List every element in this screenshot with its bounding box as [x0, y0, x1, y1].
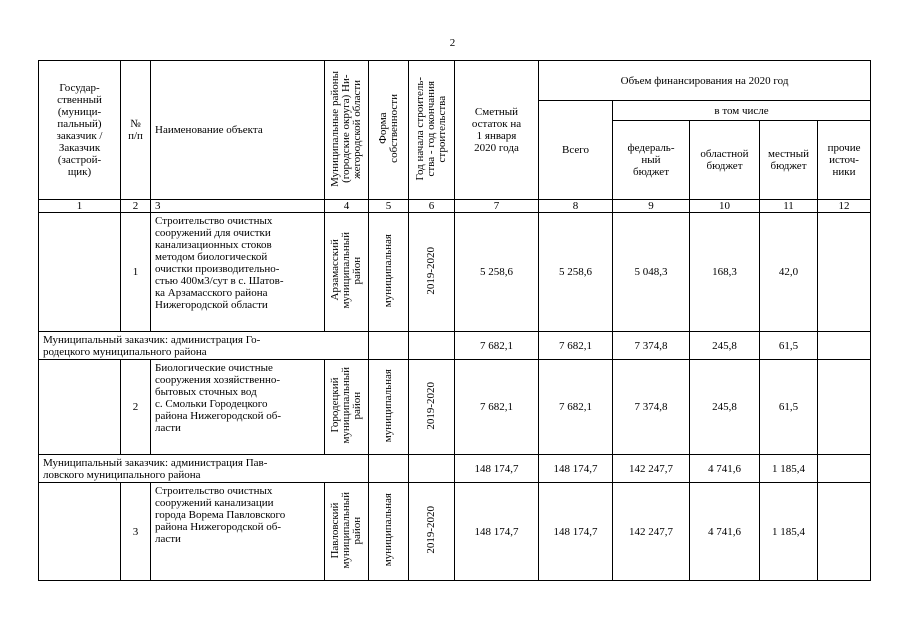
row-no: 3 — [121, 483, 151, 581]
ownership-cell — [369, 483, 409, 581]
customer-row — [39, 455, 871, 483]
federal-value: 7 374,8 — [613, 360, 690, 455]
table-row — [39, 483, 871, 581]
other-value — [818, 483, 871, 581]
header-federal: федераль- ный бюджет — [613, 121, 690, 200]
object-name: Биологические очистные сооружения хозяйственно- бытовых сточных вод с. Смольки Городецкого района Нижегородской об- ласти — [151, 360, 325, 455]
empty-cell — [369, 332, 409, 360]
customer-row — [39, 332, 871, 360]
balance-value: 148 174,7 — [455, 455, 539, 483]
column-number: 7 — [455, 200, 539, 213]
regional-value: 245,8 — [690, 360, 760, 455]
balance-value: 5 258,6 — [455, 213, 539, 332]
federal-value: 7 374,8 — [613, 332, 690, 360]
header-districts: Муниципальные районы (городские округа) Ни- жегородской области — [329, 70, 363, 187]
table-row — [39, 360, 871, 455]
local-value: 1 185,4 — [760, 455, 818, 483]
district-cell — [325, 360, 369, 455]
page-number: 2 — [449, 37, 456, 49]
financing-table — [38, 60, 871, 581]
ownership-value: муниципальная — [382, 493, 394, 567]
district-name: Арзамасский муниципальный район — [329, 232, 363, 309]
customer-cell-empty — [39, 360, 121, 455]
column-number: 3 — [151, 200, 325, 213]
column-number: 4 — [325, 200, 369, 213]
district-cell — [325, 483, 369, 581]
federal-value: 5 048,3 — [613, 213, 690, 332]
total-value: 7 682,1 — [539, 360, 613, 455]
ownership-cell — [369, 213, 409, 332]
header-years: Год начала строитель- ства - год окончания строительства — [414, 76, 448, 181]
regional-value: 168,3 — [690, 213, 760, 332]
table-row — [39, 213, 871, 332]
row-no: 1 — [121, 213, 151, 332]
ownership-value: муниципальная — [382, 233, 394, 308]
regional-value: 4 741,6 — [690, 455, 760, 483]
column-number: 2 — [121, 200, 151, 213]
column-number: 5 — [369, 200, 409, 213]
header-ownership-cell — [369, 61, 409, 200]
column-number-row — [39, 200, 871, 213]
years-cell — [409, 213, 455, 332]
customer-cell-empty — [39, 483, 121, 581]
balance-value: 7 682,1 — [455, 332, 539, 360]
other-value — [818, 360, 871, 455]
header-object-name: Наименование объекта — [151, 61, 325, 200]
years-cell — [409, 360, 455, 455]
total-value: 148 174,7 — [539, 483, 613, 581]
header-years-cell — [409, 61, 455, 200]
regional-value: 4 741,6 — [690, 483, 760, 581]
ownership-cell — [369, 360, 409, 455]
header-total: Всего — [539, 101, 613, 200]
empty-cell — [409, 455, 455, 483]
total-value: 148 174,7 — [539, 455, 613, 483]
column-number: 11 — [760, 200, 818, 213]
header-regional: областной бюджет — [690, 121, 760, 200]
local-value: 42,0 — [760, 213, 818, 332]
header-including: в том числе — [613, 101, 871, 121]
years-value: 2019-2020 — [425, 506, 437, 554]
total-value: 5 258,6 — [539, 213, 613, 332]
column-number: 9 — [613, 200, 690, 213]
header-local: местный бюджет — [760, 121, 818, 200]
federal-value: 142 247,7 — [613, 455, 690, 483]
empty-cell — [369, 455, 409, 483]
years-value: 2019-2020 — [425, 246, 437, 295]
object-name: Строительство очистных сооружений канализации города Ворема Павловского района Нижегородской об- ласти — [151, 483, 325, 581]
column-number: 10 — [690, 200, 760, 213]
header-districts-cell — [325, 61, 369, 200]
column-number: 8 — [539, 200, 613, 213]
local-value: 61,5 — [760, 332, 818, 360]
header-ownership: Форма собственности — [376, 94, 400, 163]
regional-value: 245,8 — [690, 332, 760, 360]
balance-value: 148 174,7 — [455, 483, 539, 581]
other-value — [818, 213, 871, 332]
federal-value: 142 247,7 — [613, 483, 690, 581]
row-no: 2 — [121, 360, 151, 455]
header-financing-volume: Объем финансирования на 2020 год — [539, 61, 871, 101]
local-value: 1 185,4 — [760, 483, 818, 581]
customer-label: Муниципальный заказчик: администрация Го- родецкого муниципального района — [39, 332, 369, 360]
column-number: 6 — [409, 200, 455, 213]
header-customer: Государ- ственный (муници- пальный) заказчик / Заказчик (застрой- щик) — [39, 61, 121, 200]
header-no: № п/п — [121, 61, 151, 200]
local-value: 61,5 — [760, 360, 818, 455]
ownership-value: муниципальная — [382, 368, 394, 443]
object-name: Строительство очистных сооружений для очистки канализационных стоков методом биологической очистки производительно- стью 400м3/сут в с. Шатов- ка Арзамасского района Нижегородской области — [151, 213, 325, 332]
other-value — [818, 332, 871, 360]
customer-cell-empty — [39, 213, 121, 332]
district-name: Павловский муниципальный район — [329, 491, 363, 569]
district-name: Городецкий муниципальный район — [329, 367, 363, 444]
column-number: 1 — [39, 200, 121, 213]
header-estimated-balance: Сметный остаток на 1 января 2020 года — [455, 61, 539, 200]
years-cell — [409, 483, 455, 581]
empty-cell — [409, 332, 455, 360]
years-value: 2019-2020 — [425, 381, 437, 430]
balance-value: 7 682,1 — [455, 360, 539, 455]
header-other: прочие источ- ники — [818, 121, 871, 200]
column-number: 12 — [818, 200, 871, 213]
district-cell — [325, 213, 369, 332]
header-row-1 — [39, 61, 871, 101]
total-value: 7 682,1 — [539, 332, 613, 360]
customer-label: Муниципальный заказчик: администрация Пав- ловского муниципального района — [39, 455, 369, 483]
other-value — [818, 455, 871, 483]
